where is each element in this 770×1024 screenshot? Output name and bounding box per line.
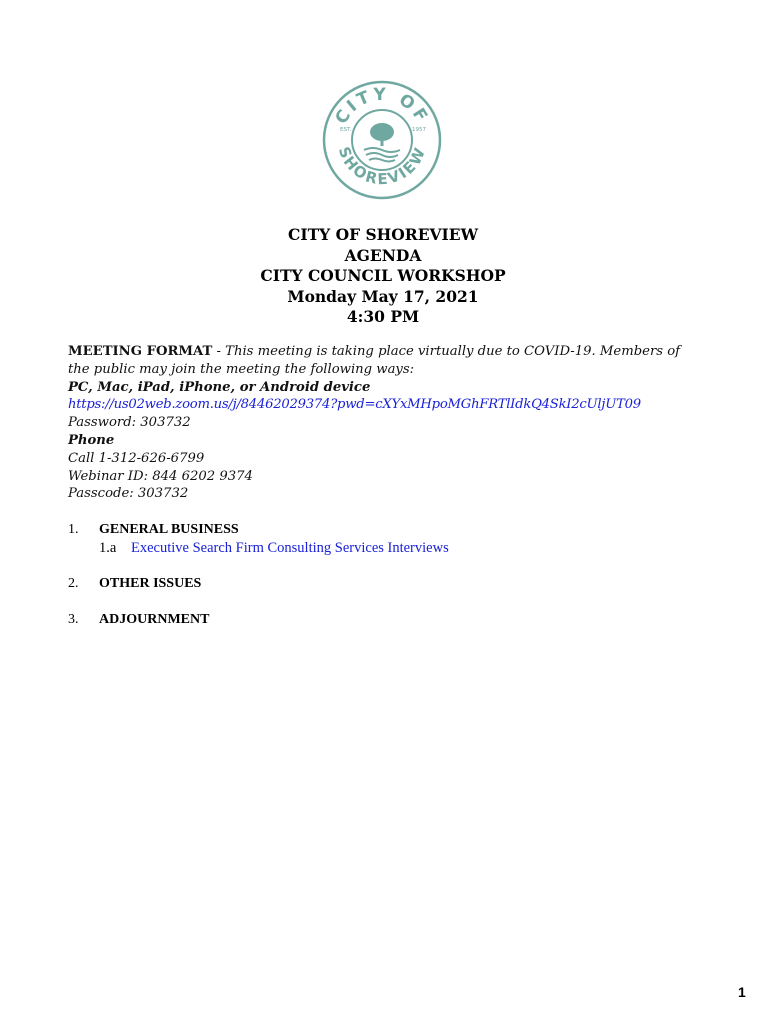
logo-est-year: 1957 bbox=[412, 127, 426, 133]
meeting-format-label: MEETING FORMAT bbox=[68, 344, 213, 359]
meeting-format-section bbox=[68, 343, 708, 503]
devices-heading: PC, Mac, iPad, iPhone, or Android device bbox=[68, 379, 371, 395]
logo-est-label: EST. bbox=[340, 127, 352, 133]
meeting-format-line-1 bbox=[68, 343, 708, 361]
zoom-password: Password: 303732 bbox=[68, 415, 191, 431]
meeting-format-separator: - bbox=[212, 344, 226, 359]
logo-text-top: CITY OF bbox=[331, 84, 433, 128]
zoom-link[interactable]: https://us02web.zoom.us/j/84462029374?pwd=cXYxMHpoMGhFRTlIdkQ4SkI2cUljUT09 bbox=[68, 397, 641, 413]
phone-number: Call 1-312-626-6799 bbox=[68, 450, 205, 466]
meeting-date: Monday May 17, 2021 bbox=[287, 286, 479, 306]
executive-search-link[interactable]: Executive Search Firm Consulting Services Interviews bbox=[131, 540, 449, 556]
agenda-item-number: 2. bbox=[68, 576, 79, 591]
page-number: 1 bbox=[738, 984, 746, 1000]
agenda-item-heading: OTHER ISSUES bbox=[99, 576, 202, 591]
city-name: CITY OF SHOREVIEW bbox=[287, 225, 479, 244]
sub-item-number: 1.a bbox=[99, 540, 117, 556]
meeting-time: 4:30 PM bbox=[346, 307, 420, 326]
agenda-title-block bbox=[0, 225, 766, 328]
meeting-name: CITY COUNCIL WORKSHOP bbox=[260, 266, 506, 285]
document-type: AGENDA bbox=[344, 245, 422, 265]
webinar-id: Webinar ID: 844 6202 9374 bbox=[68, 468, 253, 484]
agenda-item-number: 1. bbox=[68, 522, 79, 537]
tree-over-water-icon bbox=[364, 123, 400, 162]
meeting-format-intro-1: This meeting is taking place virtually due to COVID-19. Members of bbox=[225, 344, 681, 359]
meeting-format-intro-2: the public may join the meeting the following ways: bbox=[68, 361, 415, 377]
logo-text-bottom: SHOREVIEW bbox=[334, 143, 430, 189]
phone-passcode: Passcode: 303732 bbox=[68, 486, 189, 502]
agenda-item-heading: GENERAL BUSINESS bbox=[99, 522, 239, 537]
phone-heading: Phone bbox=[68, 432, 115, 448]
agenda-item-number: 3. bbox=[68, 612, 79, 627]
city-logo bbox=[322, 80, 442, 200]
agenda-item-heading: ADJOURNMENT bbox=[99, 612, 210, 627]
